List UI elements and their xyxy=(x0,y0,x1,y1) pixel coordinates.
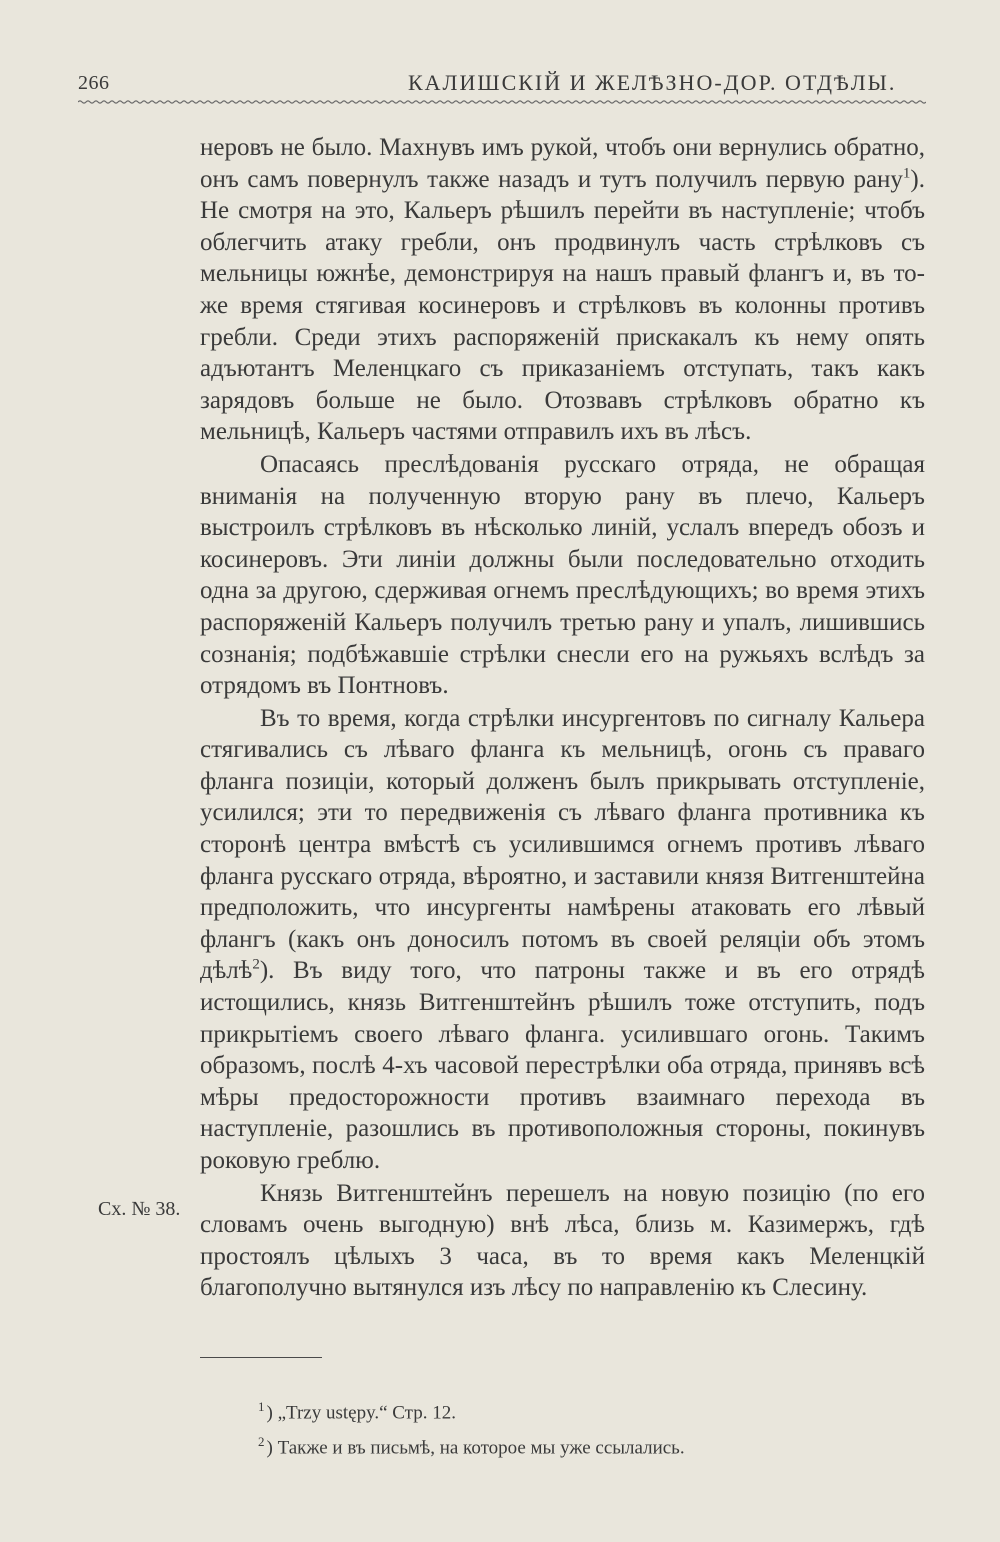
footnote-2 xyxy=(258,1427,878,1462)
text-span: Опасаясь преслѣдованія русскаго отряда, не обращая вниманія на полученную вторую рану въ плечо, Кальеръ выстроилъ стрѣлковъ въ нѣсколько линій, услалъ впередъ обозъ и косинеровъ. Эти линіи должны были последовательно отходить одна за другою, сдерживая огнемъ преслѣдующихъ; во время этихъ распоряженій Кальеръ получилъ третью рану и упалъ, лишившись сознанія; подбѣжавшіе стрѣлки снесли его на ружьяхъ вслѣдъ за отрядомъ въ Понтновъ. xyxy=(200,450,925,700)
paragraph-2 xyxy=(200,449,925,702)
footnote-text: ) „Trzy ustępy.“ Стр. 12. xyxy=(266,1402,456,1424)
footnote-ref: 2 xyxy=(252,957,260,974)
footnote-divider xyxy=(200,1357,322,1358)
footnote-text: ) Также и въ письмѣ, на которое мы уже ссылались. xyxy=(266,1437,685,1459)
wavy-header-rule xyxy=(78,97,926,107)
footnote-ref: 1 xyxy=(902,165,911,182)
paragraph-4 xyxy=(200,1178,925,1304)
running-head: КАЛИШСКІЙ И ЖЕЛѢЗНО-ДОР. ОТДѢЛЫ. xyxy=(408,70,897,95)
text-span: ). Не смотря на это, Кальеръ рѣшилъ перейти въ наступленіе; чтобъ облегчить атаку гребли, онъ продвинулъ часть стрѣлковъ съ мельницы южнѣе, демонстрируя на нашъ правый флангъ и, въ то-же время стягивая косинеровъ и стрѣлковъ въ колонны противъ гребли. Среди этихъ распоряженій прискакалъ къ нему опять адъютантъ Меленцкаго съ приказаніемъ отступать, такъ какъ зарядовъ больше не было. Отозвавъ стрѣлковъ обратно къ мельницѣ, Кальеръ частями отправилъ ихъ въ лѣсъ. xyxy=(200,165,925,446)
paragraph-3 xyxy=(200,703,925,1177)
page-number: 266 xyxy=(78,72,110,94)
footnote-mark: 2 xyxy=(258,1434,265,1450)
text-span: Въ то время, когда стрѣлки инсургентовъ по сигналу Кальера стягивались съ лѣваго фланга къ мельницѣ, огонь съ праваго фланга позиціи, который долженъ былъ прикрывать отступленіе, усилился; эти то передвиженія съ лѣваго фланга противника къ сторонѣ центра вмѣстѣ съ усилившимся огнемъ противъ лѣваго фланга русскаго отряда, вѣроятно, и заставили князя Витгенштейна предположить, что инсургенты намѣрены атаковать его лѣвый флангъ (какъ онъ доносилъ потомъ въ своей реляціи объ этомъ дѣлѣ xyxy=(200,704,925,985)
footnote-mark: 1 xyxy=(258,1399,265,1414)
text-span: неровъ не было. Махнувъ имъ рукой, чтобъ они вернулись обратно, онъ самъ повернулъ также назадъ и тутъ получилъ первую рану xyxy=(200,134,925,193)
text-span: ). Въ виду того, что патроны также и въ его отрядѣ истощились, князь Витгенштейнъ рѣшилъ тоже отступить, подъ прикрытіемъ своего лѣваго фланга. усилившаго огонь. Такимъ образомъ, послѣ 4-хъ часовой перестрѣлки оба отряда, принявъ всѣ мѣры предосторожности противъ взаимнаго перехода въ наступленіе, разошлись въ противоположныя стороны, покинувъ роковую греблю. xyxy=(200,957,925,1174)
body-text xyxy=(200,132,925,1304)
paragraph-1 xyxy=(200,132,925,448)
footnotes xyxy=(258,1392,878,1463)
text-span: Князь Витгенштейнъ перешелъ на новую позицію (по его словамъ очень выгодную) внѣ лѣса, близь м. Казимержъ, гдѣ простоялъ цѣлыхъ 3 часа, въ то время какъ Меленцкій благополучно вытянулся изъ лѣсу по направленію къ Слесину. xyxy=(200,1179,925,1302)
footnote-1 xyxy=(258,1392,878,1427)
margin-note: Сх. № 38. xyxy=(98,1198,181,1220)
page-header xyxy=(78,62,926,112)
